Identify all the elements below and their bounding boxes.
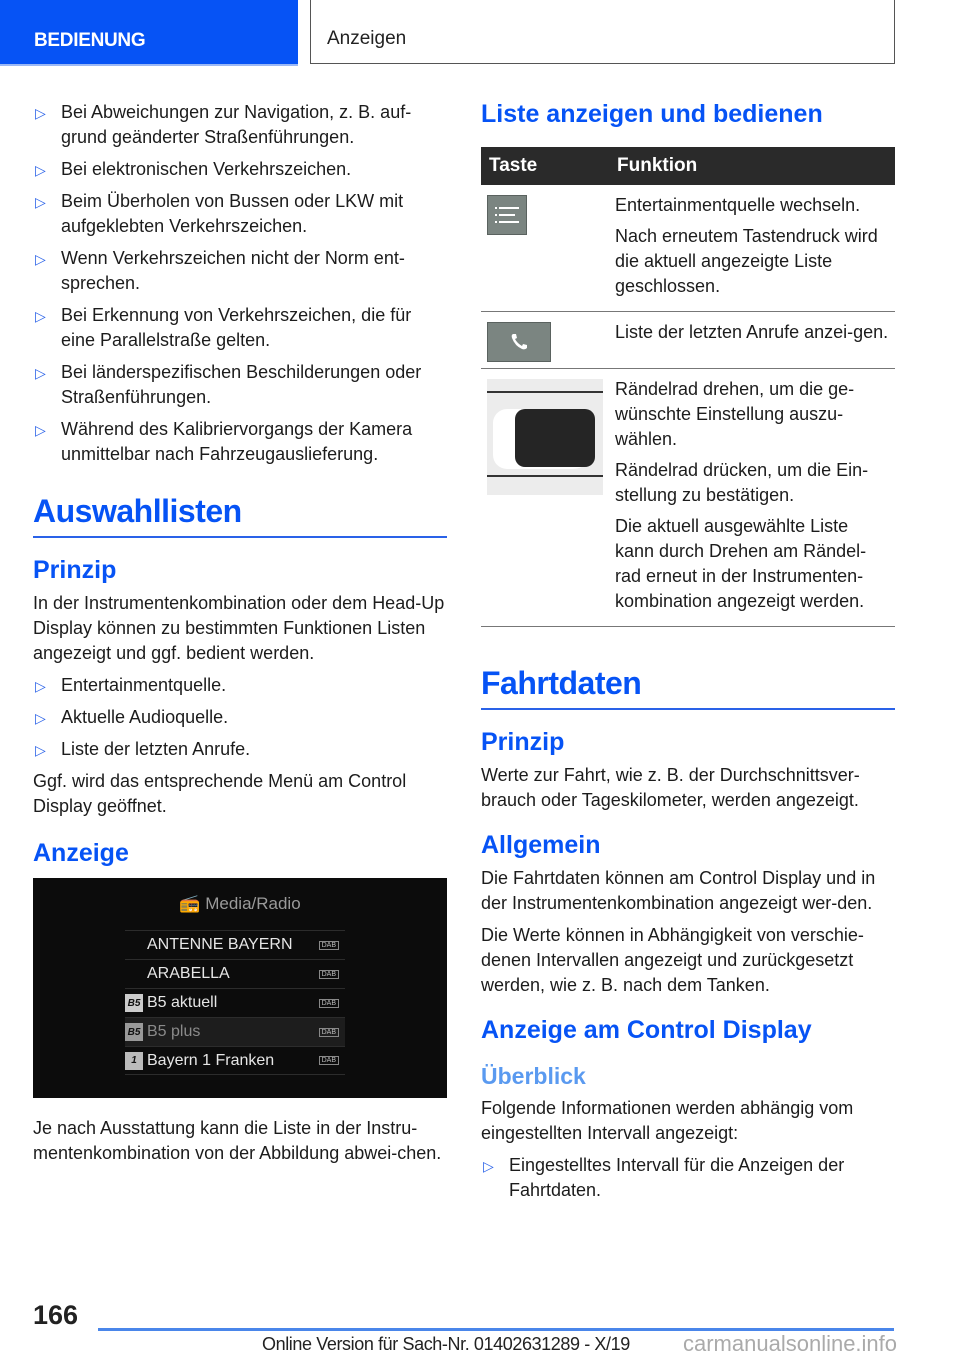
dab-badge: DAB	[319, 1028, 339, 1037]
subsection-title: Allgemein	[481, 831, 601, 859]
table-title: Liste anzeigen und bedienen	[481, 100, 823, 128]
list-item: ▷ Bei elektronischen Verkehrszeichen.	[33, 157, 447, 182]
bullet-triangle-icon: ▷	[35, 251, 46, 267]
subsection-title: Anzeige	[33, 839, 129, 867]
cell-text: Nach erneutem Tastendruck wird die aktuell angezeigte Liste geschlossen.	[615, 226, 878, 296]
subsection-title: Prinzip	[481, 728, 565, 756]
watermark: carmanualsonline.info	[683, 1331, 898, 1356]
screen-title: 📻 Media/Radio	[179, 894, 301, 913]
bullet-triangle-icon: ▷	[483, 1158, 494, 1174]
subsection-title: Anzeige am Control Display	[481, 1016, 812, 1044]
dab-badge: DAB	[319, 941, 339, 950]
list-item: ▷ Wenn Verkehrszeichen nicht der Norm ent-sprechen.	[35, 248, 405, 293]
right-column	[481, 100, 895, 1210]
list-item: ▷ Bei länderspezifischen Beschilderungen oder Straßenführungen.	[35, 362, 422, 407]
cell-text: Die aktuell ausgewählte Liste kann durch Drehen am Rändel-rad erneut in der Instrumenten-kombination angezeigt werden.	[615, 516, 867, 611]
cell-text: Rändelrad drehen, um die ge-wünschte Einstellung auszu-wählen.	[615, 379, 855, 449]
station-logo: B5	[125, 994, 143, 1012]
table-row	[481, 312, 895, 369]
section-title: Fahrtdaten	[481, 665, 895, 710]
list-item: ▷ Beim Überholen von Bussen oder LKW mit aufgeklebten Verkehrszeichen.	[35, 191, 404, 236]
cell-text: Entertainmentquelle wechseln.	[615, 195, 861, 215]
bullet-triangle-icon: ▷	[35, 678, 46, 694]
bullet-triangle-icon: ▷	[35, 710, 46, 726]
station-logo	[125, 965, 143, 983]
page-number: 166	[33, 1300, 79, 1330]
list-item: ▷ Während des Kalibriervorgangs der Kamera unmittelbar nach Fahrzeugauslieferung.	[35, 419, 413, 464]
list-item: ▷ Eingestelltes Intervall für die Anzeigen der Fahrtdaten.	[483, 1155, 845, 1200]
thumbwheel-image	[487, 379, 603, 495]
bullet-triangle-icon: ▷	[35, 742, 46, 758]
paragraph: Die Fahrtdaten können am Control Display und in der Instrumentenkombination angezeigt wer-den.	[481, 868, 876, 913]
dab-badge: DAB	[319, 970, 339, 979]
station-list	[125, 930, 345, 1075]
dab-badge: DAB	[319, 1056, 339, 1065]
radio-icon: 📻	[179, 894, 206, 913]
station-row: 1 Bayern 1 Franken DAB	[125, 1046, 345, 1075]
paragraph: In der Instrumentenkombination oder dem Head-Up Display können zu bestimmten Funktionen Listen angezeigt und ggf. bedient werden.	[33, 593, 445, 663]
cell-text: Liste der letzten Anrufe anzei-gen.	[615, 322, 889, 342]
list-item: ▷ Aktuelle Audioquelle.	[33, 705, 447, 730]
table-row	[481, 369, 895, 627]
bullet-triangle-icon: ▷	[35, 422, 46, 438]
station-row-selected: B5 B5 plus DAB	[125, 1017, 345, 1046]
paragraph: Ggf. wird das entsprechende Menü am Control Display geöffnet.	[33, 771, 407, 816]
station-row: B5 B5 aktuell DAB	[125, 988, 345, 1017]
caption: Je nach Ausstattung kann die Liste in der Instru-mentenkombination von der Abbildung abwei-chen.	[33, 1118, 442, 1163]
footer-version: Online Version für Sach-Nr. 01402631289 - X/19	[262, 1334, 630, 1354]
subsubsection-title: Überblick	[481, 1063, 586, 1089]
station-logo: 1	[125, 1052, 143, 1070]
list-item: ▷ Bei Erkennung von Verkehrszeichen, die für eine Parallelstraße gelten.	[35, 305, 412, 350]
station-logo	[125, 936, 143, 954]
dab-badge: DAB	[319, 999, 339, 1008]
intro-bullet-list	[33, 100, 447, 467]
station-logo: B5	[125, 1023, 143, 1041]
station-row: ARABELLA DAB	[125, 959, 345, 988]
bullet-triangle-icon: ▷	[35, 105, 46, 121]
bullet-triangle-icon: ▷	[35, 365, 46, 381]
column-header: Funktion	[609, 147, 895, 185]
chapter-header	[310, 0, 895, 64]
column-header: Taste	[481, 147, 609, 185]
list-item: ▷ Bei Abweichungen zur Navigation, z. B. auf-grund geänderter Straßenführungen.	[35, 102, 412, 147]
section-label: BEDIENUNG	[34, 30, 146, 51]
left-column	[33, 100, 447, 1173]
list-item: ▷ Liste der letzten Anrufe.	[33, 737, 447, 762]
list-icon	[487, 195, 527, 235]
bullet-triangle-icon: ▷	[35, 308, 46, 324]
phone-icon	[487, 322, 551, 362]
station-row: ANTENNE BAYERN DAB	[125, 930, 345, 959]
key-function-table	[481, 147, 895, 627]
paragraph: Die Werte können in Abhängigkeit von verschie-denen Intervallen angezeigt und zurückgesetzt werden, wie z. B. nach dem Tanken.	[481, 925, 864, 995]
media-radio-screenshot	[33, 878, 447, 1098]
section-title: Auswahllisten	[33, 493, 447, 538]
list-item: ▷ Entertainmentquelle.	[33, 673, 447, 698]
table-header-row	[481, 147, 895, 185]
subsection-title: Prinzip	[33, 556, 117, 584]
chapter-label: Anzeigen	[327, 28, 407, 49]
section-tab	[0, 0, 298, 64]
paragraph: Folgende Informationen werden abhängig vom eingestellten Intervall angezeigt:	[481, 1098, 854, 1143]
bullet-triangle-icon: ▷	[35, 194, 46, 210]
table-row	[481, 185, 895, 312]
bullet-triangle-icon: ▷	[35, 162, 46, 178]
paragraph: Werte zur Fahrt, wie z. B. der Durchschnittsver-brauch oder Tageskilometer, werden angezeigt.	[481, 765, 860, 810]
cell-text: Rändelrad drücken, um die Ein-stellung zu bestätigen.	[615, 460, 869, 505]
